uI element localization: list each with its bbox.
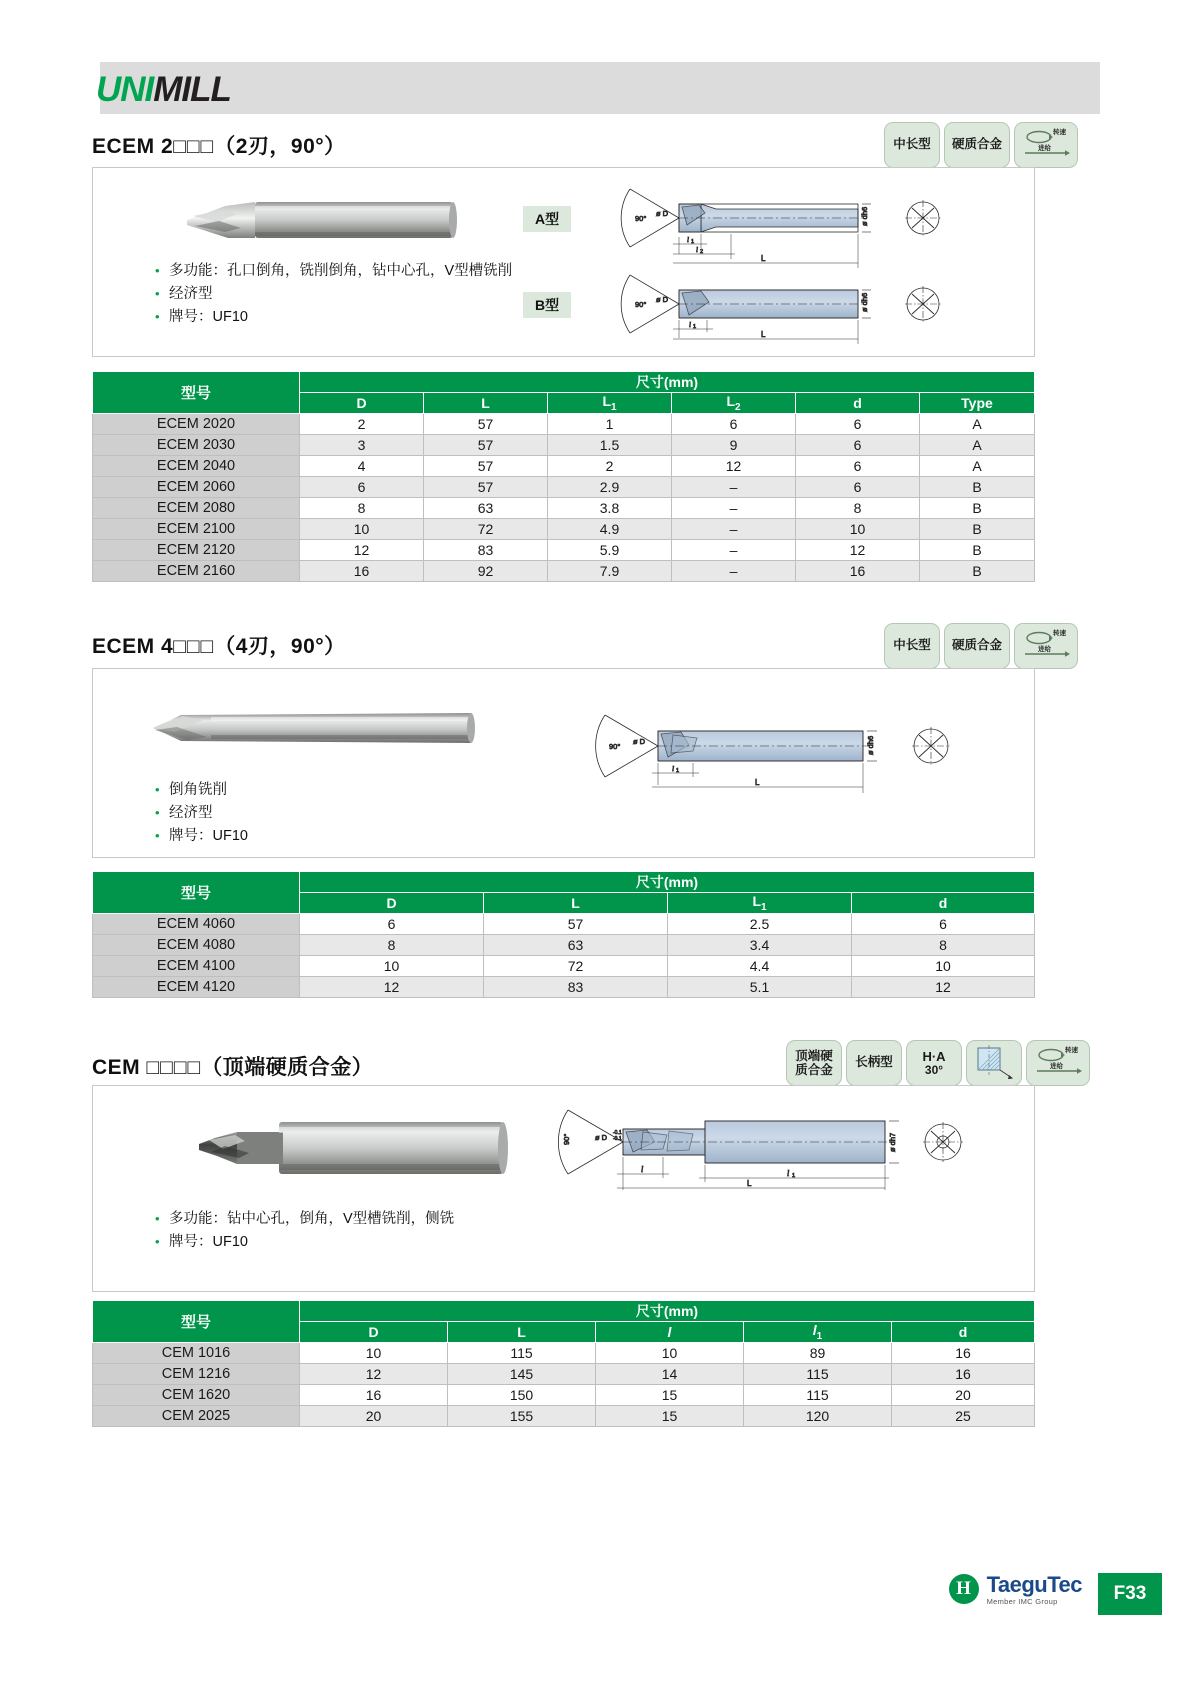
svg-text:进给: 进给 bbox=[1050, 1063, 1063, 1070]
svg-text:l: l bbox=[787, 1169, 790, 1178]
section-title-suffix: （2刃，90°） bbox=[214, 135, 346, 158]
cell-d: 6 bbox=[796, 414, 920, 435]
th-col-L1: $L_1$ bbox=[668, 893, 852, 914]
cell-d: 6 bbox=[796, 456, 920, 477]
svg-text:ø D: ø D bbox=[656, 295, 669, 304]
cell-D: 6 bbox=[300, 477, 424, 498]
cell-d: 16 bbox=[796, 561, 920, 582]
badge-speed-feed bbox=[1026, 1040, 1090, 1086]
panel-ecem4 bbox=[92, 668, 1035, 858]
cell-L1: 2.9 bbox=[548, 477, 672, 498]
svg-text:进给: 进给 bbox=[1038, 646, 1052, 653]
svg-text:l: l bbox=[689, 321, 691, 329]
cell-model: ECEM 2020 bbox=[93, 414, 300, 435]
speed-feed-icon bbox=[1031, 1044, 1085, 1082]
spec-table-cem bbox=[92, 1300, 1035, 1427]
cell-model: ECEM 2120 bbox=[93, 540, 300, 561]
cell-D: 6 bbox=[300, 914, 484, 935]
svg-text:ø D: ø D bbox=[656, 209, 669, 218]
svg-text:ø dh7: ø dh7 bbox=[888, 1132, 897, 1152]
table-row bbox=[93, 956, 1035, 977]
cell-model: ECEM 2030 bbox=[93, 435, 300, 456]
table-row bbox=[93, 1364, 1035, 1385]
badge-speed-feed bbox=[1014, 623, 1078, 669]
svg-text:转速: 转速 bbox=[1053, 129, 1067, 136]
th-dimensions: 尺寸(mm) bbox=[300, 1301, 1035, 1322]
cell-L2: 6 bbox=[672, 414, 796, 435]
table-head-row-1 bbox=[93, 872, 1035, 893]
badge-long-shank: 长柄型 bbox=[846, 1040, 902, 1086]
svg-text:ø dh6: ø dh6 bbox=[866, 735, 875, 755]
bullet-item: • 牌号：UF10 bbox=[155, 306, 512, 329]
th-dimensions: 尺寸(mm) bbox=[300, 872, 1035, 893]
cell-D: 8 bbox=[300, 498, 424, 519]
cell-L2: – bbox=[672, 561, 796, 582]
cell-model: ECEM 2060 bbox=[93, 477, 300, 498]
cell-L: 83 bbox=[424, 540, 548, 561]
cell-L2: – bbox=[672, 498, 796, 519]
table-row bbox=[93, 1406, 1035, 1427]
company-subtitle: Member IMC Group bbox=[986, 1596, 1058, 1606]
bullet-item: • 多功能：孔口倒角，铣削倒角，钻中心孔，V型槽铣削 bbox=[155, 260, 512, 283]
type-chip-a: A型 bbox=[523, 206, 571, 232]
table-row bbox=[93, 935, 1035, 956]
cell-L1: 1.5 bbox=[548, 435, 672, 456]
svg-text:90°: 90° bbox=[635, 214, 647, 223]
th-col-d: d bbox=[892, 1322, 1035, 1343]
cell-L2: – bbox=[672, 540, 796, 561]
table-head bbox=[93, 372, 1035, 414]
badge-medium-long: 中长型 bbox=[884, 122, 940, 168]
cell-d: 6 bbox=[796, 435, 920, 456]
th-col-L: L bbox=[448, 1322, 596, 1343]
cell-L: 115 bbox=[448, 1343, 596, 1364]
cell-L: 72 bbox=[484, 956, 668, 977]
cell-L2: 12 bbox=[672, 456, 796, 477]
svg-text:90°: 90° bbox=[609, 742, 621, 751]
svg-text:转速: 转速 bbox=[1065, 1047, 1078, 1054]
th-col-d: d bbox=[852, 893, 1035, 914]
cell-D: 12 bbox=[300, 1364, 448, 1385]
cell-d: 8 bbox=[852, 935, 1035, 956]
badge-speed-feed bbox=[1014, 122, 1078, 168]
cell-L: 57 bbox=[424, 456, 548, 477]
cell-D: 8 bbox=[300, 935, 484, 956]
cell-type: B bbox=[920, 519, 1035, 540]
table-row bbox=[93, 498, 1035, 519]
th-col-L: L bbox=[484, 893, 668, 914]
cell-d: 12 bbox=[796, 540, 920, 561]
logo-uni-text: UNI bbox=[96, 70, 154, 109]
cell-model: ECEM 2160 bbox=[93, 561, 300, 582]
section-title-boxes: □□□□ bbox=[146, 1056, 202, 1079]
cell-L: 72 bbox=[424, 519, 548, 540]
table-row bbox=[93, 914, 1035, 935]
th-col-L2: $L_2$ bbox=[672, 393, 796, 414]
cell-L1: 4.4 bbox=[668, 956, 852, 977]
panel-cem bbox=[92, 1085, 1035, 1292]
cell-l: 14 bbox=[596, 1364, 744, 1385]
th-dimensions: 尺寸(mm) bbox=[300, 372, 1035, 393]
svg-text:ø dh6: ø dh6 bbox=[860, 206, 869, 226]
cell-L: 57 bbox=[484, 914, 668, 935]
cell-l: 15 bbox=[596, 1406, 744, 1427]
svg-text:转速: 转速 bbox=[1053, 630, 1067, 637]
th-col-L: L bbox=[424, 393, 548, 414]
bullet-item: • 牌号：UF10 bbox=[155, 1231, 454, 1254]
bullet-item: • 经济型 bbox=[155, 283, 512, 306]
table-row bbox=[93, 414, 1035, 435]
cell-type: B bbox=[920, 540, 1035, 561]
section-title-prefix: CEM bbox=[92, 1056, 147, 1079]
speed-feed-icon bbox=[1019, 627, 1073, 665]
section-title-boxes: □□□ bbox=[173, 635, 215, 658]
spec-table-ecem2 bbox=[92, 371, 1035, 582]
taegutec-mark-icon: H bbox=[949, 1574, 979, 1604]
th-model: 型号 bbox=[93, 372, 300, 414]
section-title-cem bbox=[92, 1051, 373, 1081]
table-row bbox=[93, 1385, 1035, 1406]
cell-model: ECEM 2040 bbox=[93, 456, 300, 477]
cell-type: A bbox=[920, 456, 1035, 477]
svg-text:ø D: ø D bbox=[595, 1133, 608, 1142]
svg-text:1: 1 bbox=[792, 1173, 796, 1179]
cell-L: 155 bbox=[448, 1406, 596, 1427]
svg-text:l: l bbox=[672, 764, 675, 773]
bullet-item: • 多功能：钻中心孔，倒角，V型槽铣削，侧铣 bbox=[155, 1208, 454, 1231]
technical-drawing-ecem4 bbox=[573, 705, 983, 815]
th-col-D: D bbox=[300, 893, 484, 914]
th-model: 型号 bbox=[93, 872, 300, 914]
th-col-d: d bbox=[796, 393, 920, 414]
section-title-ecem4 bbox=[92, 630, 346, 660]
badge-helix-angle bbox=[906, 1040, 962, 1086]
cell-L: 92 bbox=[424, 561, 548, 582]
cell-D: 16 bbox=[300, 1385, 448, 1406]
cell-l1: 89 bbox=[744, 1343, 892, 1364]
table-head bbox=[93, 872, 1035, 914]
cell-L1: 2.5 bbox=[668, 914, 852, 935]
th-col-D: D bbox=[300, 1322, 448, 1343]
svg-text:L: L bbox=[761, 330, 766, 339]
badge-medium-long: 中长型 bbox=[884, 623, 940, 669]
cell-L1: 3.8 bbox=[548, 498, 672, 519]
cell-type: A bbox=[920, 435, 1035, 456]
table-row bbox=[93, 561, 1035, 582]
cell-d: 8 bbox=[796, 498, 920, 519]
cell-model: CEM 1016 bbox=[93, 1343, 300, 1364]
unimill-logo bbox=[96, 72, 231, 107]
cell-L: 63 bbox=[424, 498, 548, 519]
table-row bbox=[93, 456, 1035, 477]
logo-mill-text: MILL bbox=[153, 70, 231, 109]
cell-L: 150 bbox=[448, 1385, 596, 1406]
table-row bbox=[93, 435, 1035, 456]
cell-D: 4 bbox=[300, 456, 424, 477]
cell-L1: 4.9 bbox=[548, 519, 672, 540]
cell-L2: 9 bbox=[672, 435, 796, 456]
spec-table-ecem4 bbox=[92, 871, 1035, 998]
cell-D: 12 bbox=[300, 540, 424, 561]
section-title-suffix: （顶端硬质合金） bbox=[201, 1056, 374, 1079]
svg-text:-0.1: -0.1 bbox=[613, 1130, 622, 1136]
cell-L: 63 bbox=[484, 935, 668, 956]
th-col-type: Type bbox=[920, 393, 1035, 414]
svg-text:-0.1: -0.1 bbox=[613, 1136, 622, 1142]
page-number-tag: F33 bbox=[1098, 1573, 1162, 1615]
table-body bbox=[93, 914, 1035, 998]
cell-d: 16 bbox=[892, 1343, 1035, 1364]
cell-D: 10 bbox=[300, 956, 484, 977]
svg-text:进给: 进给 bbox=[1038, 145, 1052, 152]
badge-carbide-tip: 顶端硬质合金 bbox=[786, 1040, 842, 1086]
cell-d: 20 bbox=[892, 1385, 1035, 1406]
cell-model: CEM 1216 bbox=[93, 1364, 300, 1385]
svg-text:L: L bbox=[761, 254, 766, 263]
cell-L1: 5.1 bbox=[668, 977, 852, 998]
cell-model: ECEM 4120 bbox=[93, 977, 300, 998]
svg-text:90°: 90° bbox=[562, 1133, 571, 1145]
cell-model: CEM 1620 bbox=[93, 1385, 300, 1406]
cell-l1: 115 bbox=[744, 1364, 892, 1385]
badges-ecem4 bbox=[884, 623, 1078, 669]
cell-D: 10 bbox=[300, 519, 424, 540]
cell-D: 3 bbox=[300, 435, 424, 456]
cell-l1: 120 bbox=[744, 1406, 892, 1427]
th-col-l: l bbox=[596, 1322, 744, 1343]
cell-L: 145 bbox=[448, 1364, 596, 1385]
cell-D: 10 bbox=[300, 1343, 448, 1364]
svg-text:l: l bbox=[641, 1165, 644, 1174]
cell-L1: 5.9 bbox=[548, 540, 672, 561]
table-row bbox=[93, 1343, 1035, 1364]
type-chip-b: B型 bbox=[523, 292, 571, 318]
cell-L2: – bbox=[672, 519, 796, 540]
cell-d: 10 bbox=[852, 956, 1035, 977]
table-head-row-1 bbox=[93, 372, 1035, 393]
table-row bbox=[93, 540, 1035, 561]
cell-type: A bbox=[920, 414, 1035, 435]
th-col-l1: $l_1$ bbox=[744, 1322, 892, 1343]
company-name: TaeguTec bbox=[986, 1571, 1082, 1597]
svg-text:ø dh6: ø dh6 bbox=[860, 292, 869, 312]
section-title-prefix: ECEM 4 bbox=[92, 635, 174, 658]
cell-L: 83 bbox=[484, 977, 668, 998]
technical-drawing-ecem2 bbox=[583, 182, 983, 352]
svg-text:1: 1 bbox=[676, 768, 680, 774]
badge-carbide: 硬质合金 bbox=[944, 122, 1010, 168]
cell-model: ECEM 2100 bbox=[93, 519, 300, 540]
cell-model: ECEM 4080 bbox=[93, 935, 300, 956]
panel-ecem2 bbox=[92, 167, 1035, 357]
svg-text:90°: 90° bbox=[635, 300, 647, 309]
cell-d: 6 bbox=[852, 914, 1035, 935]
cell-d: 6 bbox=[796, 477, 920, 498]
svg-text:l: l bbox=[687, 236, 689, 244]
cell-D: 20 bbox=[300, 1406, 448, 1427]
speed-feed-icon bbox=[1019, 126, 1073, 164]
cell-L2: – bbox=[672, 477, 796, 498]
cell-L: 57 bbox=[424, 435, 548, 456]
header-band bbox=[100, 62, 1100, 114]
table-head-row-1 bbox=[93, 1301, 1035, 1322]
section-title-suffix: （4刃，90°） bbox=[214, 635, 346, 658]
cell-type: B bbox=[920, 561, 1035, 582]
badge-helix-angle-value: 30° bbox=[924, 1062, 944, 1077]
cell-D: 12 bbox=[300, 977, 484, 998]
section-title-ecem2 bbox=[92, 130, 346, 160]
cell-L1: 2 bbox=[548, 456, 672, 477]
bullet-item: • 经济型 bbox=[155, 802, 248, 825]
cell-l: 15 bbox=[596, 1385, 744, 1406]
tool-photo-ecem4 bbox=[141, 701, 521, 759]
technical-drawing-cem bbox=[543, 1104, 993, 1219]
cell-model: ECEM 4060 bbox=[93, 914, 300, 935]
cell-type: B bbox=[920, 498, 1035, 519]
table-body bbox=[93, 414, 1035, 582]
svg-text:l: l bbox=[696, 246, 698, 254]
cell-L1: 1 bbox=[548, 414, 672, 435]
taegutec-logo bbox=[949, 1571, 1082, 1606]
th-col-D: D bbox=[300, 393, 424, 414]
cell-l1: 115 bbox=[744, 1385, 892, 1406]
section-title-prefix: ECEM 2 bbox=[92, 135, 174, 158]
cell-d: 25 bbox=[892, 1406, 1035, 1427]
th-model: 型号 bbox=[93, 1301, 300, 1343]
badge-helix-diagram bbox=[966, 1040, 1022, 1086]
cell-l: 10 bbox=[596, 1343, 744, 1364]
taegutec-wordmark bbox=[986, 1571, 1082, 1606]
cell-model: ECEM 2080 bbox=[93, 498, 300, 519]
cell-L: 57 bbox=[424, 477, 548, 498]
svg-text:1: 1 bbox=[691, 239, 695, 245]
svg-text:1: 1 bbox=[693, 324, 697, 330]
badge-helix-label: H·A bbox=[922, 1048, 946, 1064]
cell-type: B bbox=[920, 477, 1035, 498]
cell-D: 16 bbox=[300, 561, 424, 582]
cell-D: 2 bbox=[300, 414, 424, 435]
cell-L1: 7.9 bbox=[548, 561, 672, 582]
tool-photo-cem bbox=[153, 1110, 553, 1188]
table-body bbox=[93, 1343, 1035, 1427]
table-row bbox=[93, 519, 1035, 540]
cell-model: ECEM 4100 bbox=[93, 956, 300, 977]
table-row bbox=[93, 477, 1035, 498]
badges-ecem2 bbox=[884, 122, 1078, 168]
bullets-ecem2 bbox=[155, 260, 512, 329]
cell-d: 12 bbox=[852, 977, 1035, 998]
svg-text:ø D: ø D bbox=[633, 737, 646, 746]
cell-model: CEM 2025 bbox=[93, 1406, 300, 1427]
table-row bbox=[93, 977, 1035, 998]
cell-d: 16 bbox=[892, 1364, 1035, 1385]
badges-cem bbox=[786, 1040, 1090, 1086]
svg-text:L: L bbox=[747, 1179, 752, 1188]
badge-carbide: 硬质合金 bbox=[944, 623, 1010, 669]
bullet-item: • 牌号：UF10 bbox=[155, 825, 248, 848]
tool-photo-ecem2 bbox=[133, 188, 513, 258]
cell-L: 57 bbox=[424, 414, 548, 435]
bullets-cem bbox=[155, 1208, 454, 1254]
th-col-L1: $L_1$ bbox=[548, 393, 672, 414]
bullet-item: • 倒角铣削 bbox=[155, 779, 248, 802]
helix-diagram-icon bbox=[973, 1045, 1015, 1081]
section-title-boxes: □□□ bbox=[173, 135, 215, 158]
table-head bbox=[93, 1301, 1035, 1343]
bullets-ecem4 bbox=[155, 779, 248, 848]
svg-text:L: L bbox=[755, 778, 760, 787]
svg-text:2: 2 bbox=[700, 249, 704, 255]
cell-L1: 3.4 bbox=[668, 935, 852, 956]
cell-d: 10 bbox=[796, 519, 920, 540]
